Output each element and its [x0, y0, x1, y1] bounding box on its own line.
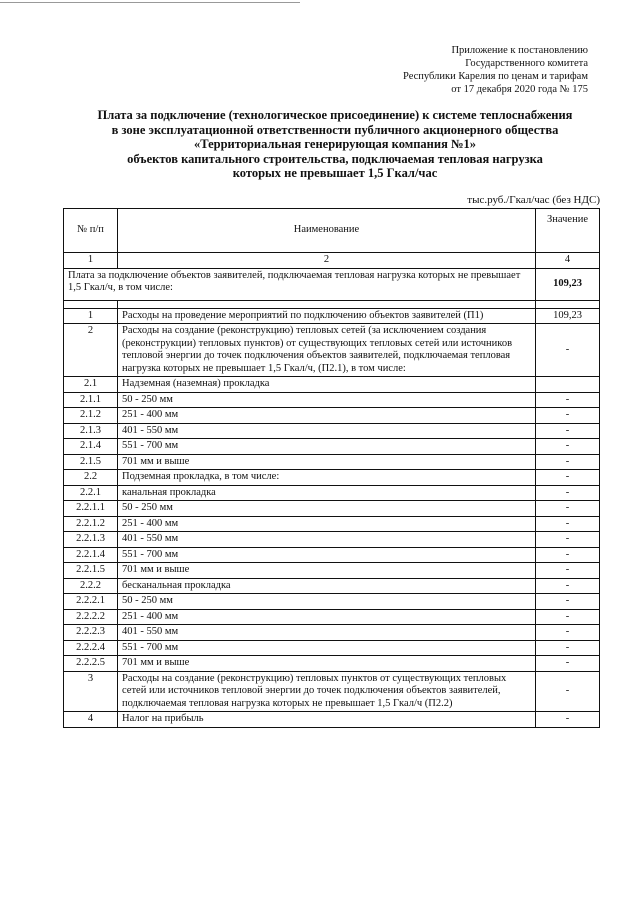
approval-block [328, 44, 588, 96]
table-row [64, 594, 600, 610]
row-name: Расходы на создание (реконструкцию) тепловых пунктов от существующих тепловых сетей или источников тепловой энергии до точек подключения объектов заявителей, подключаемая тепловая нагрузка которых не превышает 1,5 Гкал/ч (П2.2) [118, 671, 536, 712]
table-row [64, 377, 600, 393]
title-line: объектов капитального строительства, подключаемая тепловая нагрузка [127, 151, 543, 166]
table-row [64, 656, 600, 672]
table-row [64, 640, 600, 656]
title-line: в зоне эксплуатационной ответственности публичного акционерного общества [111, 122, 559, 137]
table-row [64, 485, 600, 501]
row-value: - [536, 485, 600, 501]
approval-line: от 17 декабря 2020 года № 175 [451, 84, 588, 95]
row-value: - [536, 454, 600, 470]
row-value: - [536, 324, 600, 377]
row-name: 50 - 250 мм [118, 392, 536, 408]
table-row [64, 454, 600, 470]
row-number: 2.1.1 [64, 392, 118, 408]
row-value: - [536, 547, 600, 563]
table-row [64, 439, 600, 455]
row-value: - [536, 609, 600, 625]
table-body [64, 268, 600, 727]
top-divider [0, 2, 300, 3]
row-number: 2.2.2.1 [64, 594, 118, 610]
title-line: Плата за подключение (технологическое присоединение) к системе теплоснабжения [97, 108, 573, 122]
title-line: которых не превышает 1,5 Гкал/час [232, 166, 438, 180]
row-name: 551 - 700 мм [118, 439, 536, 455]
row-value: - [536, 671, 600, 712]
spacer-cell [536, 300, 600, 308]
total-value: 109,23 [536, 268, 600, 300]
row-name: Подземная прокладка, в том числе: [118, 470, 536, 486]
row-number: 2.2.1.1 [64, 501, 118, 517]
row-number: 2.2 [64, 470, 118, 486]
row-number: 2.2.1.4 [64, 547, 118, 563]
approval-line: Приложение к постановлению [451, 45, 588, 56]
table-row [64, 547, 600, 563]
row-number: 2.2.1.3 [64, 532, 118, 548]
row-name: 401 - 550 мм [118, 625, 536, 641]
row-name: 401 - 550 мм [118, 423, 536, 439]
row-number: 2.1.2 [64, 408, 118, 424]
row-number: 2.2.1 [64, 485, 118, 501]
row-value: - [536, 439, 600, 455]
row-name: 551 - 700 мм [118, 547, 536, 563]
row-value: - [536, 594, 600, 610]
row-value: - [536, 532, 600, 548]
table-row [64, 516, 600, 532]
table-row [64, 532, 600, 548]
row-value: - [536, 656, 600, 672]
row-number: 2 [64, 324, 118, 377]
table-row [64, 712, 600, 728]
row-value: - [536, 712, 600, 728]
row-value: - [536, 501, 600, 517]
approval-line: Государственного комитета [465, 58, 588, 69]
row-number: 2.2.2.2 [64, 609, 118, 625]
table-row [64, 392, 600, 408]
row-value: - [536, 392, 600, 408]
row-number: 3 [64, 671, 118, 712]
header-num: № п/п [64, 209, 118, 253]
header-name: Наименование [118, 209, 536, 253]
row-value: 109,23 [536, 308, 600, 324]
row-value: - [536, 625, 600, 641]
title-line: «Территориальная генерирующая компания №1» [193, 137, 477, 151]
table-row [64, 563, 600, 579]
row-name: 701 мм и выше [118, 656, 536, 672]
table-row [64, 625, 600, 641]
total-name: Плата за подключение объектов заявителей, подключаемая тепловая нагрузка которых не превышает 1,5 Гкал/ч, в том числе: [64, 268, 536, 300]
table-row [64, 324, 600, 377]
row-name: канальная прокладка [118, 485, 536, 501]
table-row [64, 408, 600, 424]
row-number: 2.2.2.3 [64, 625, 118, 641]
row-number: 2.1.5 [64, 454, 118, 470]
row-name: Надземная (наземная) прокладка [118, 377, 536, 393]
row-number: 2.2.2.4 [64, 640, 118, 656]
table-row [64, 578, 600, 594]
spacer-row [64, 300, 600, 308]
approval-line: Республики Карелия по ценам и тарифам [403, 71, 588, 82]
row-name: 551 - 700 мм [118, 640, 536, 656]
row-name: 701 мм и выше [118, 454, 536, 470]
colnum-1: 1 [64, 253, 118, 269]
row-name: 251 - 400 мм [118, 408, 536, 424]
row-value: - [536, 470, 600, 486]
row-name: Расходы на проведение мероприятий по подключению объектов заявителей (П1) [118, 308, 536, 324]
row-name: 701 мм и выше [118, 563, 536, 579]
row-number: 2.1.3 [64, 423, 118, 439]
table-row [64, 671, 600, 712]
row-number: 2.2.2.5 [64, 656, 118, 672]
row-number: 2.2.1.2 [64, 516, 118, 532]
table-row [64, 501, 600, 517]
row-name: 251 - 400 мм [118, 516, 536, 532]
row-name: 401 - 550 мм [118, 532, 536, 548]
row-name: Налог на прибыль [118, 712, 536, 728]
row-number: 2.2.2 [64, 578, 118, 594]
row-name: 50 - 250 мм [118, 501, 536, 517]
row-value: - [536, 408, 600, 424]
row-value: - [536, 423, 600, 439]
document-title [40, 108, 630, 181]
row-number: 2.1 [64, 377, 118, 393]
row-name: 251 - 400 мм [118, 609, 536, 625]
row-number: 4 [64, 712, 118, 728]
row-value: - [536, 640, 600, 656]
colnum-2: 2 [118, 253, 536, 269]
units-label: тыс.руб./Гкал/час (без НДС) [467, 194, 600, 206]
table-row [64, 423, 600, 439]
row-value: - [536, 516, 600, 532]
row-name: бесканальная прокладка [118, 578, 536, 594]
row-number: 2.1.4 [64, 439, 118, 455]
table-row [64, 609, 600, 625]
spacer-cell [64, 300, 118, 308]
row-name: 50 - 250 мм [118, 594, 536, 610]
table-row [64, 470, 600, 486]
row-name: Расходы на создание (реконструкцию) тепловых сетей (за исключением создания (реконструкции) тепловых пунктов) от существующих тепловых сетей или источников тепловой энергии до точек подключения объектов заявителей, подключаемая тепловая нагрузка которых не превышает 1,5 Гкал/ч, (П2.1), в том числе: [118, 324, 536, 377]
row-number: 1 [64, 308, 118, 324]
spacer-cell [118, 300, 536, 308]
row-value [536, 377, 600, 393]
total-row [64, 268, 600, 300]
row-number: 2.2.1.5 [64, 563, 118, 579]
row-value: - [536, 563, 600, 579]
tariff-table [63, 208, 600, 728]
row-value: - [536, 578, 600, 594]
colnum-4: 4 [536, 253, 600, 269]
table-row [64, 308, 600, 324]
header-value: Значение [536, 209, 600, 253]
